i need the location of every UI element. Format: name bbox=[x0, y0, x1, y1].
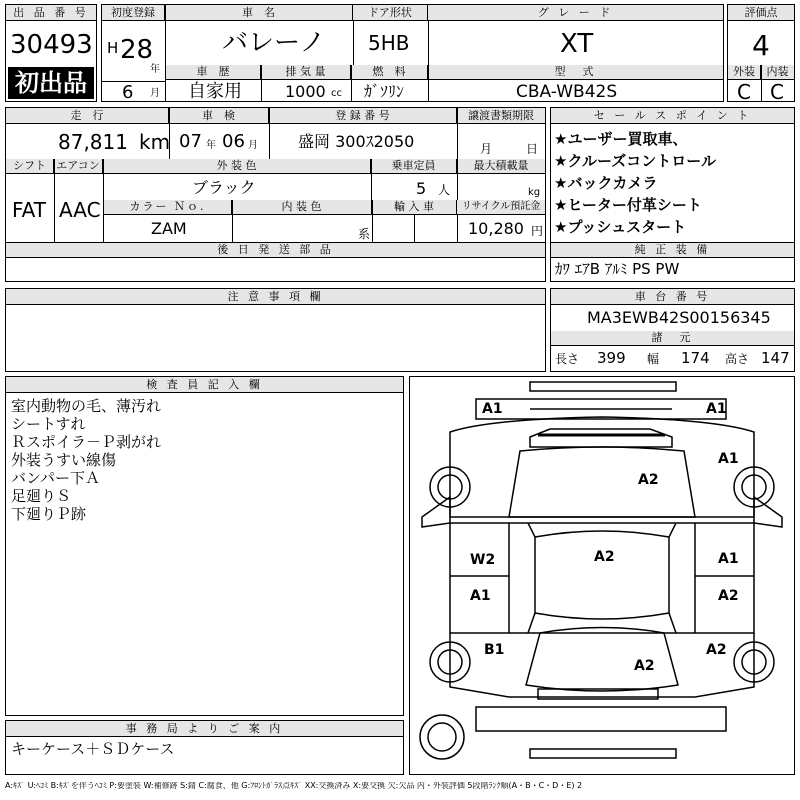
inspection-label: 車 検 bbox=[169, 108, 269, 124]
capacity: 5 bbox=[416, 179, 427, 198]
office-box bbox=[5, 720, 404, 775]
plate-label: 登 録 番 号 bbox=[269, 108, 457, 124]
ext-color: ブラック bbox=[192, 178, 256, 197]
sales-point-item: ★ユーザー買取車、 bbox=[554, 130, 688, 148]
car-name-label: 車 名 bbox=[165, 5, 353, 21]
mileage-unit: km bbox=[139, 130, 171, 154]
insp-year-unit: 年 bbox=[206, 140, 216, 151]
inspector-line: 外装うすい線傷 bbox=[11, 451, 117, 469]
score: 4 bbox=[752, 29, 770, 62]
model-code: CBA-WB42S bbox=[516, 82, 618, 102]
spare-tire bbox=[420, 715, 464, 759]
equipment-box bbox=[550, 242, 795, 282]
later-parts-box bbox=[5, 242, 546, 282]
lot-number: 30493 bbox=[10, 30, 93, 60]
insp-month-unit: 月 bbox=[248, 140, 258, 151]
capacity-unit: 人 bbox=[438, 183, 451, 197]
office-title: 事 務 局 よ り ご 案 内 bbox=[6, 721, 403, 737]
doors: 5HB bbox=[368, 31, 410, 55]
damage-label: A2 bbox=[706, 642, 727, 658]
shift-label: シフト bbox=[6, 159, 54, 174]
score-box bbox=[727, 4, 795, 102]
displacement-unit: cc bbox=[331, 88, 342, 99]
body-middle bbox=[450, 523, 754, 633]
notes-box bbox=[5, 288, 546, 372]
color-no: ZAM bbox=[151, 219, 187, 238]
width: 174 bbox=[681, 349, 710, 367]
condition-diagram bbox=[409, 376, 795, 775]
import-label: 輸 入 車 bbox=[372, 200, 457, 215]
chassis-box bbox=[550, 288, 795, 372]
car-name: バレーノ bbox=[222, 28, 326, 58]
fuel: ｶﾞｿﾘﾝ bbox=[364, 82, 405, 101]
damage-label: A1 bbox=[470, 588, 491, 604]
mileage: 87,811 bbox=[58, 130, 128, 154]
damage-label: A1 bbox=[706, 401, 727, 417]
vehicle-main-box bbox=[101, 4, 724, 102]
insp-month: 06 bbox=[222, 131, 245, 152]
inspector-line: シートすれ bbox=[11, 415, 86, 433]
reg-month: 6 bbox=[122, 82, 134, 103]
inspector-line: バンパー下Ａ bbox=[11, 469, 100, 487]
int-color-label: 内 装 色 bbox=[232, 200, 372, 215]
inspector-line: Ｒスポイラ－Ｐ剥がれ bbox=[11, 433, 162, 451]
ext-grade: C bbox=[737, 80, 751, 104]
load-unit: kg bbox=[528, 187, 541, 198]
color-no-label: カラー Ｎｏ. bbox=[104, 200, 232, 215]
displacement: 1000 bbox=[285, 82, 326, 101]
notes-title: 注 意 事 項 欄 bbox=[6, 289, 545, 305]
load-label: 最大積載量 bbox=[457, 159, 545, 174]
legend: A:ｷｽﾞ U:ﾍｺﾐ B:ｷｽﾞを伴うﾍｺﾐ P:要塗装 W:補修跡 S:錆 C:腐食、他 G:ﾌﾛﾝﾄｶﾞﾗｽ点ｷｽﾞ XX:交換済み X:要交換 欠:欠品 内・外装評価 5段階ﾗﾝｸ順(A・B・C・D・E) 2 bbox=[5, 782, 583, 790]
grade-label: グ レ ー ド bbox=[428, 5, 723, 21]
fuel-label: 燃 料 bbox=[351, 65, 428, 80]
car-diagram-svg bbox=[410, 377, 794, 774]
front-bumper-bar bbox=[530, 382, 676, 391]
transfer-day-unit: 日 bbox=[526, 142, 539, 156]
inspector-box bbox=[5, 376, 404, 716]
displacement-label: 排 気 量 bbox=[261, 65, 351, 80]
insp-year: 07 bbox=[179, 131, 202, 152]
damage-label: A2 bbox=[638, 472, 659, 488]
height: 147 bbox=[761, 349, 790, 367]
office-text: キーケース＋ＳＤケース bbox=[11, 740, 175, 758]
damage-label: A2 bbox=[594, 549, 615, 565]
inspector-line: 室内動物の毛、薄汚れ bbox=[11, 397, 162, 415]
length-label: 長さ bbox=[555, 352, 580, 366]
damage-label: B1 bbox=[484, 642, 505, 658]
recycle-unit: 円 bbox=[531, 224, 544, 238]
capacity-label: 乗車定員 bbox=[371, 159, 457, 174]
year-unit: 年 bbox=[150, 64, 160, 75]
sales-point-item: ★クルーズコントロール bbox=[554, 152, 716, 170]
sales-points-list bbox=[554, 128, 716, 238]
later-parts-label: 後 日 発 送 部 品 bbox=[6, 243, 545, 258]
sales-point-item: ★プッシュスタート bbox=[554, 218, 687, 236]
history-label: 車 歴 bbox=[166, 65, 261, 80]
shift: FAT bbox=[12, 198, 47, 222]
int-color-unit: 系 bbox=[358, 227, 371, 241]
month-unit: 月 bbox=[150, 88, 160, 99]
lot-box bbox=[5, 4, 97, 102]
rear-bumper bbox=[476, 707, 726, 731]
dimensions-title: 諸 元 bbox=[551, 331, 794, 346]
trunk bbox=[526, 628, 678, 692]
equipment-title: 純 正 装 備 bbox=[551, 243, 794, 258]
plate: 盛岡 300ｽ2050 bbox=[298, 132, 415, 151]
score-label: 評価点 bbox=[728, 5, 794, 21]
sales-point-item: ★ヒーター付革シート bbox=[554, 196, 702, 214]
equipment-value: ｶﾜ ｴｱB ｱﾙﾐ PS PW bbox=[555, 260, 680, 278]
damage-label: A1 bbox=[482, 401, 503, 417]
width-label: 幅 bbox=[647, 352, 660, 366]
damage-label: W2 bbox=[470, 552, 496, 568]
hood bbox=[509, 447, 695, 517]
damage-label: A2 bbox=[718, 588, 739, 604]
transfer-month-unit: 月 bbox=[480, 142, 493, 156]
first-listing-badge: 初出品 bbox=[8, 67, 94, 99]
sales-points-box bbox=[550, 107, 795, 243]
length: 399 bbox=[597, 349, 626, 367]
sales-point-item: ★バックカメラ bbox=[554, 174, 658, 192]
inspector-notes bbox=[11, 397, 161, 523]
mileage-label: 走 行 bbox=[6, 108, 169, 124]
lot-label: 出 品 番 号 bbox=[6, 5, 96, 21]
transfer-label: 譲渡書類期限 bbox=[457, 108, 545, 124]
inspector-line: 足廻りＳ bbox=[11, 487, 72, 505]
inspector-title: 検 査 員 記 入 欄 bbox=[6, 377, 403, 393]
sales-points-title: セ ー ル ス ポ イ ン ト bbox=[551, 108, 794, 124]
history: 自家用 bbox=[188, 81, 242, 102]
reg-year: 28 bbox=[120, 35, 154, 65]
model-code-label: 型 式 bbox=[428, 65, 723, 80]
inspector-line: 下廻りＰ跡 bbox=[11, 505, 87, 523]
chassis-title: 車 台 番 号 bbox=[551, 289, 794, 305]
first-reg-label: 初度登録 bbox=[102, 5, 165, 21]
chassis-number: MA3EWB42S00156345 bbox=[587, 308, 771, 327]
int-label: 内装 bbox=[761, 65, 794, 80]
grade: XT bbox=[560, 29, 594, 59]
recycle: 10,280 bbox=[468, 219, 524, 238]
recycle-label: リサイクル預託金 bbox=[457, 200, 545, 215]
front-section bbox=[450, 417, 754, 517]
ac-label: エアコン bbox=[54, 159, 103, 174]
ext-color-label: 外 装 色 bbox=[103, 159, 371, 174]
int-grade: C bbox=[770, 80, 784, 104]
ac: AAC bbox=[59, 198, 101, 222]
roof bbox=[535, 531, 669, 619]
era: H bbox=[107, 39, 119, 57]
ext-label: 外装 bbox=[728, 65, 761, 80]
damage-label: A1 bbox=[718, 551, 739, 567]
damage-label: A2 bbox=[634, 658, 655, 674]
height-label: 高さ bbox=[725, 352, 750, 366]
damage-label: A1 bbox=[718, 451, 739, 467]
doors-label: ドア形状 bbox=[353, 5, 428, 21]
detail-box bbox=[5, 107, 546, 243]
